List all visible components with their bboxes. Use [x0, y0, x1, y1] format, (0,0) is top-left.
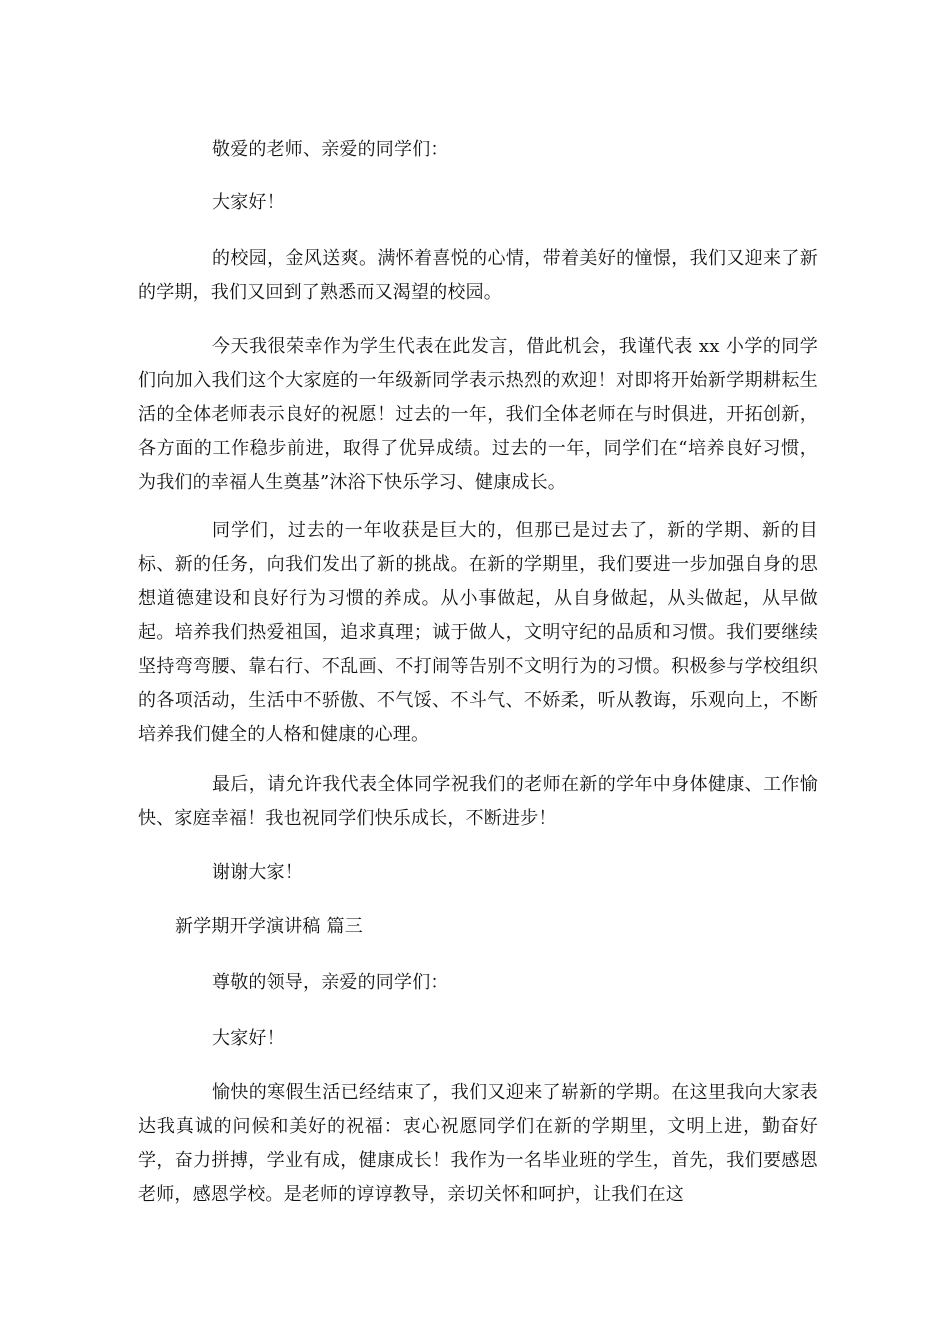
paragraph-new-semester: 同学们，过去的一年收获是巨大的，但那已是过去了，新的学期、新的目标、新的任务，向我们发出了新的挑战。在新的学期里，我们要进一步加强自身的思想道德建设和良好行为习惯的养成。从小事做起，从自身做起，从头做起，从早做起。培养我们热爱祖国，追求真理；诚于做人，文明守纪的品质和习惯。我们要继续坚持弯弯腰、靠右行、不乱画、不打闹等告别不文明行为的习惯。积极参与学校组织的各项活动，生活中不骄傲、不气馁、不斗气、不娇柔，听从教诲，乐观向上，不断培养我们健全的人格和健康的心理。 — [138, 520, 818, 745]
section-salutation: 尊敬的领导，亲爱的同学们： — [212, 972, 449, 993]
salutation: 敬爱的老师、亲爱的同学们： — [212, 139, 449, 160]
thanks: 谢谢大家！ — [212, 862, 303, 883]
section-greeting: 大家好！ — [212, 1028, 285, 1049]
section-heading: 新学期开学演讲稿 篇三 — [175, 916, 363, 937]
greeting: 大家好！ — [212, 192, 285, 213]
paragraph-opening: 的校园，金风送爽。满怀着喜悦的心情，带着美好的憧憬，我们又迎来了新的学期，我们又回到了熟悉而又渴望的校园。 — [138, 248, 818, 303]
section-paragraph-body: 愉快的寒假生活已经结束了，我们又迎来了崭新的学期。在这里我向大家表达我真诚的问候和美好的祝福：衷心祝愿同学们在新的学期里，文明上进，勤奋好学，奋力拼搏，学业有成，健康成长！我作为一名毕业班的学生，首先，我们要感恩老师，感恩学校。是老师的谆谆教导，亲切关怀和呵护，让我们在这 — [138, 1082, 818, 1205]
paragraph-representative: 今天我很荣幸作为学生代表在此发言，借此机会，我谨代表 xx 小学的同学们向加入我们这个大家庭的一年级新同学表示热烈的欢迎！对即将开始新学期耕耘生活的全体老师表示良好的祝愿！过去的一年，我们全体老师在与时俱进，开拓创新，各方面的工作稳步前进，取得了优异成绩。过去的一年，同学们在“培养良好习惯，为我们的幸福人生奠基”沐浴下快乐学习、健康成长。 — [138, 336, 818, 493]
paragraph-closing: 最后，请允许我代表全体同学祝我们的老师在新的学年中身体健康、工作愉快、家庭幸福！我也祝同学们快乐成长，不断进步！ — [138, 774, 818, 829]
